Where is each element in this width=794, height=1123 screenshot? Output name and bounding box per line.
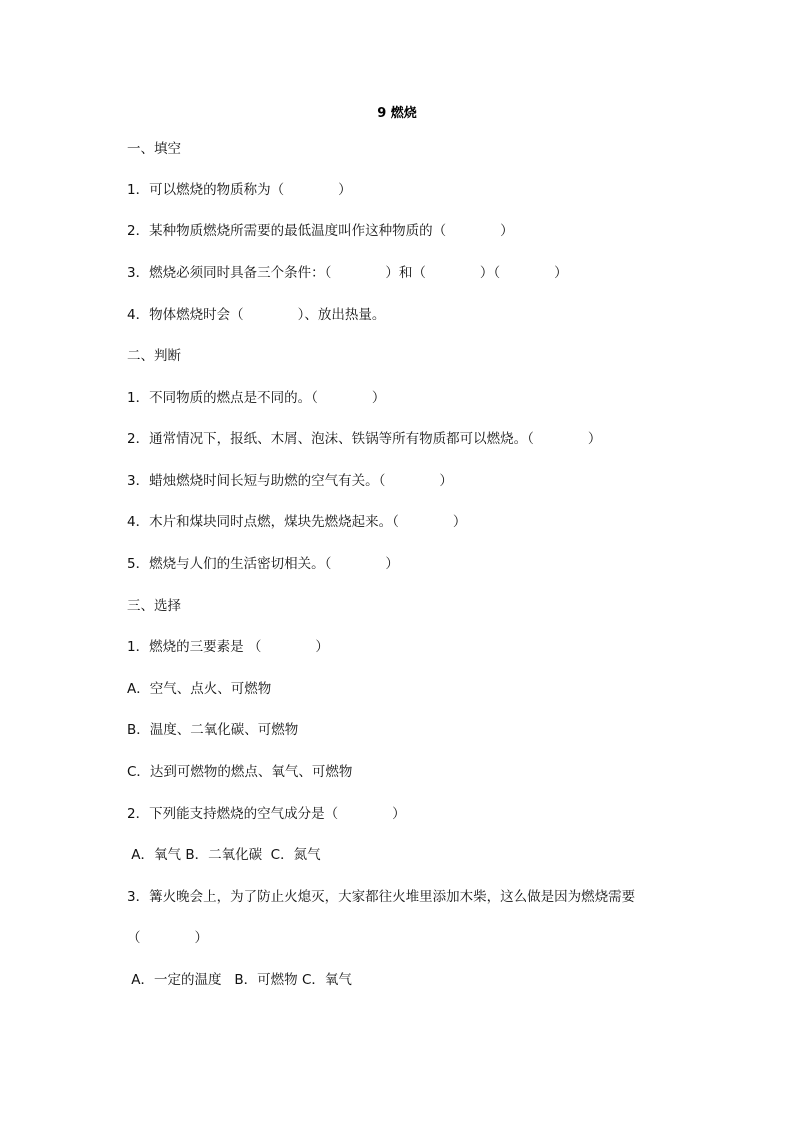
section-heading-judge: 二、判断	[127, 348, 181, 364]
choice-question-3: 3．篝火晚会上，为了防止火熄灭，大家都往火堆里添加木柴，这么做是因为燃烧需要	[127, 889, 636, 905]
fill-question-3: 3．燃烧必须同时具备三个条件：（ ）和（ ）（ ）	[127, 265, 568, 281]
choice-question-1: 1．燃烧的三要素是 （ ）	[127, 639, 329, 655]
judge-question-4: 4．木片和煤块同时点燃，煤块先燃烧起来。（ ）	[127, 514, 467, 530]
fill-question-1: 1．可以燃烧的物质称为（ ）	[127, 182, 352, 198]
choice-1-option-c: C．达到可燃物的燃点、氧气、可燃物	[127, 764, 353, 780]
section-heading-fill-in: 一、填空	[127, 141, 181, 157]
document-title: 9 燃烧	[377, 106, 417, 121]
choice-question-2: 2．下列能支持燃烧的空气成分是（ ）	[127, 806, 406, 822]
judge-question-5: 5．燃烧与人们的生活密切相关。（ ）	[127, 556, 399, 572]
fill-question-2: 2．某种物质燃烧所需要的最低温度叫作这种物质的（ ）	[127, 223, 514, 239]
judge-question-2: 2．通常情况下，报纸、木屑、泡沫、铁锅等所有物质都可以燃烧。（ ）	[127, 431, 602, 447]
choice-1-option-b: B．温度、二氧化碳、可燃物	[127, 722, 299, 738]
choice-3-options: A．一定的温度 B．可燃物 C．氧气	[127, 972, 352, 988]
judge-question-3: 3．蜡烛燃烧时间长短与助燃的空气有关。（ ）	[127, 473, 453, 489]
choice-2-options: A．氧气 B．二氧化碳 C．氮气	[127, 847, 321, 863]
choice-1-option-a: A．空气、点火、可燃物	[127, 681, 272, 697]
judge-question-1: 1．不同物质的燃点是不同的。（ ）	[127, 390, 386, 406]
section-heading-choice: 三、选择	[127, 598, 181, 614]
choice-question-3-blank: （ ）	[127, 930, 208, 946]
fill-question-4: 4．物体燃烧时会（ ）、放出热量。	[127, 307, 386, 323]
